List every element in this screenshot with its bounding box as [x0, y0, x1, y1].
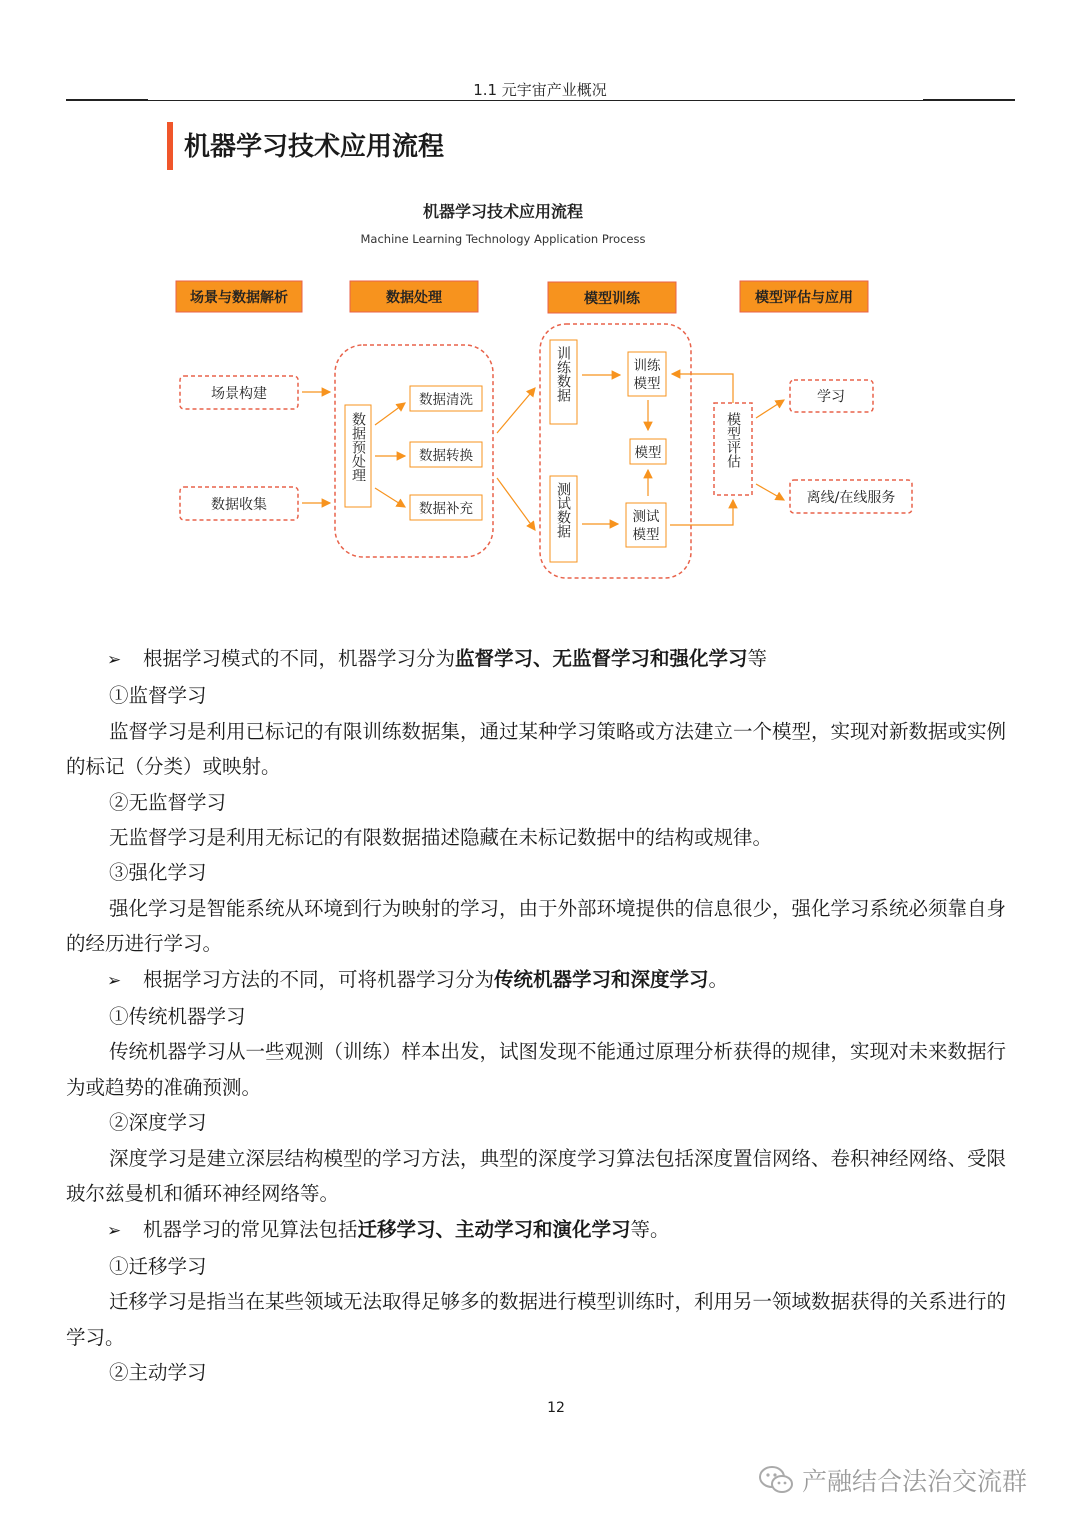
body-text	[66, 641, 1016, 1391]
bullet-item: ➢ 根据学习方法的不同，可将机器学习分为传统机器学习和深度学习。	[66, 962, 1016, 999]
diagram-title: 机器学习技术应用流程	[422, 202, 584, 221]
bullet-item: ➢ 机器学习的常见算法包括迁移学习、主动学习和演化学习等。	[66, 1212, 1016, 1249]
svg-text:数据处理: 数据处理	[386, 290, 442, 306]
paragraph: 无监督学习是利用无标记的有限数据描述隐藏在未标记数据中的结构或规律。	[109, 826, 773, 850]
service-box	[790, 480, 912, 513]
diagram-subtitle: Machine Learning Technology Application Process	[360, 232, 646, 246]
svg-text:场景与数据解析: 场景与数据解析	[190, 290, 288, 306]
test-data-label: 测试数据	[555, 482, 571, 538]
page-number: 12	[547, 1400, 565, 1416]
watermark-text: 产融结合法治交流群	[802, 1467, 1028, 1496]
paragraph: 迁移学习是指当在某些领域无法取得足够多的数据进行模型训练时，利用另一领域数据获得的关系进行的学习。	[66, 1290, 1007, 1349]
svg-text:数据补充: 数据补充	[419, 501, 473, 517]
data-collect-box	[180, 487, 298, 520]
svg-text:学习: 学习	[817, 389, 845, 405]
clean-box	[410, 386, 482, 411]
preprocess-label: 数据预处理	[350, 412, 366, 482]
paragraph: 强化学习是智能系统从环境到行为映射的学习，由于外部环境提供的信息很少，强化学习系统必须靠自身的经历进行学习。	[66, 896, 1007, 956]
header-rule-right-thick	[923, 99, 1015, 101]
subheading: ①传统机器学习	[109, 1005, 246, 1029]
section-accent-bar	[167, 122, 173, 170]
scene-build-box	[180, 376, 298, 409]
header-rule-left-thick	[66, 99, 148, 101]
model-label: 模型	[634, 445, 662, 461]
header-rule	[66, 100, 1015, 101]
bullet-arrow-icon: ➢	[107, 970, 122, 991]
subheading: ②无监督学习	[109, 790, 227, 814]
svg-text:模型评估与应用: 模型评估与应用	[755, 290, 853, 306]
transform-box	[410, 442, 482, 467]
wechat-icon	[758, 1465, 794, 1495]
test-model-label: 测试模型	[632, 509, 660, 543]
svg-text:模型训练: 模型训练	[584, 291, 640, 307]
learn-box	[790, 380, 873, 412]
stage-header-2	[350, 281, 478, 312]
train-data-label: 训练数据	[555, 346, 571, 402]
subheading: ②主动学习	[109, 1361, 207, 1385]
subheading: ①监督学习	[109, 684, 207, 708]
subheading: ③强化学习	[109, 861, 207, 885]
ml-process-diagram	[150, 190, 925, 610]
running-header: 1.1 元宇宙产业概况	[473, 81, 607, 99]
stage-header-4	[740, 281, 868, 312]
svg-text:离线/在线服务: 离线/在线服务	[806, 490, 896, 506]
svg-text:数据转换: 数据转换	[419, 448, 473, 464]
svg-text:数据收集: 数据收集	[211, 497, 267, 513]
paragraph: 深度学习是建立深层结构模型的学习方法，典型的深度学习算法包括深度置信网络、卷积神经网络、受限玻尔兹曼机和循环神经网络等。	[66, 1146, 1007, 1206]
bullet-arrow-icon: ➢	[107, 650, 122, 670]
paragraph: 传统机器学习从一些观测（训练）样本出发，试图发现不能通过原理分析获得的规律，实现对未来数据行为或趋势的准确预测。	[66, 1040, 1007, 1099]
train-model-label: 训练模型	[633, 358, 661, 392]
svg-text:数据清洗: 数据清洗	[419, 392, 473, 408]
subheading: ②深度学习	[109, 1111, 207, 1135]
stage-header-3	[548, 282, 676, 313]
stage-header-1	[176, 281, 302, 312]
watermark	[758, 1462, 1027, 1498]
section-title: 机器学习技术应用流程	[184, 132, 445, 162]
paragraph: 监督学习是利用已标记的有限训练数据集，通过某种学习策略或方法建立一个模型，实现对新数据或实例的标记（分类）或映射。	[66, 719, 1007, 779]
supplement-box	[410, 495, 482, 520]
model-eval-label: 模型评估	[725, 412, 741, 468]
bullet-item: ➢ 根据学习模式的不同，机器学习分为监督学习、无监督学习和强化学习等	[66, 641, 1016, 678]
svg-text:场景构建: 场景构建	[211, 386, 267, 402]
bullet-arrow-icon: ➢	[107, 1220, 122, 1241]
subheading: ①迁移学习	[109, 1254, 207, 1278]
